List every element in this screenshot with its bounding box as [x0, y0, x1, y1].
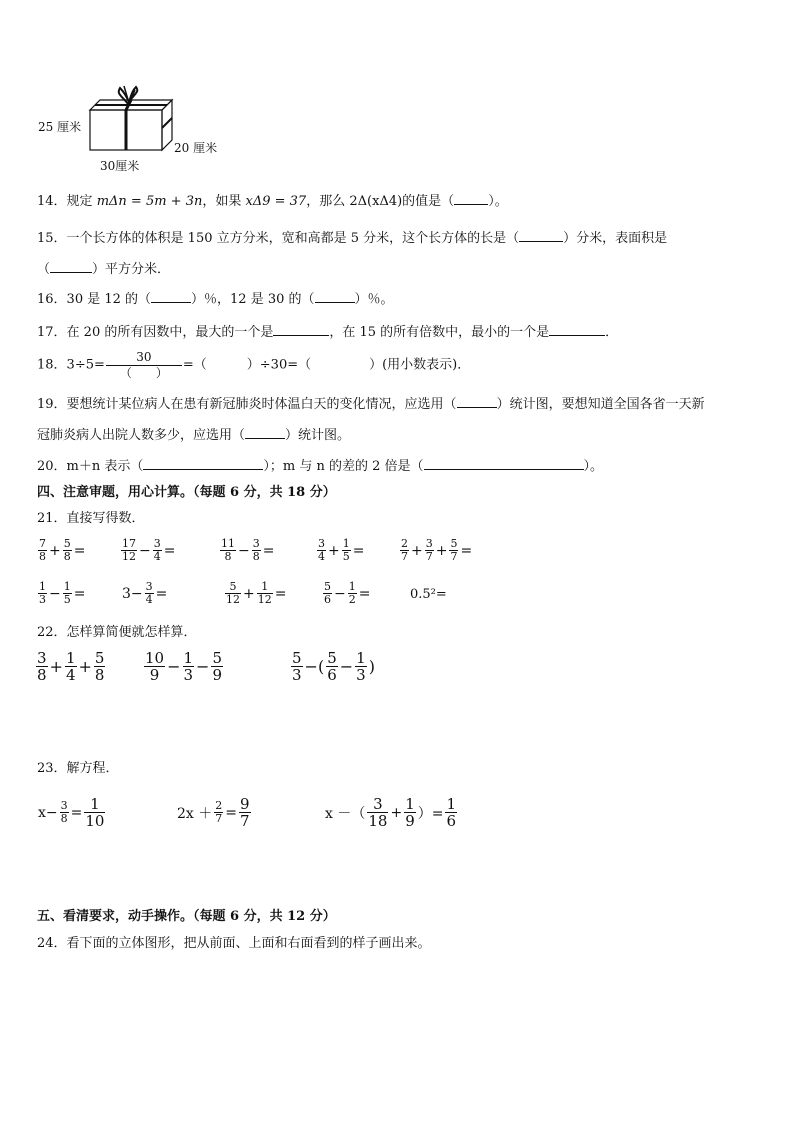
denominator: 6	[446, 812, 457, 830]
q18-number: 18．	[37, 357, 67, 373]
q21-row1-item1	[37, 538, 86, 563]
section-4-heading: 四、注意审题，用心计算。（每题 6 分，共 18 分）	[37, 485, 336, 500]
lead: x －（	[325, 805, 366, 822]
q15-number: 15．	[37, 231, 67, 246]
q18-a: 3÷5=	[66, 357, 105, 373]
denominator: 9	[405, 812, 415, 830]
numerator: 5	[94, 649, 105, 667]
denominator: 8	[220, 550, 236, 563]
denominator: 7	[240, 812, 250, 830]
question-14	[37, 192, 508, 211]
numerator: 1	[183, 649, 194, 667]
denominator: 4	[153, 550, 161, 563]
operator: −	[334, 585, 346, 602]
plus: +	[435, 542, 448, 559]
question-15-line2	[37, 260, 170, 279]
question-18	[37, 350, 470, 381]
q14-cond: xΔ9 = 37	[245, 194, 307, 209]
q17-blank-2[interactable]	[549, 323, 605, 336]
numerator: 3	[373, 795, 383, 813]
lead: x−	[38, 804, 58, 821]
numerator: 5	[327, 649, 337, 667]
denominator: 7	[425, 550, 433, 563]
numerator: 3	[318, 537, 325, 550]
numerator: 1	[405, 795, 415, 813]
q21-row2-item3	[224, 581, 287, 606]
fraction	[348, 581, 357, 606]
q19-blank-2[interactable]	[245, 426, 285, 439]
question-24: 24．看下面的立体图形，把从前面、上面和右面看到的样子画出来。	[37, 936, 431, 951]
q20-c: ）。	[583, 459, 604, 474]
fraction	[445, 796, 457, 829]
q23-eq3	[324, 796, 458, 829]
denominator: 7	[450, 550, 458, 563]
q21-row2-item1	[37, 581, 86, 606]
denominator: 12	[226, 593, 240, 606]
fraction	[323, 581, 332, 606]
q14-answer-blank[interactable]	[454, 192, 488, 205]
fraction	[220, 538, 236, 563]
fraction	[425, 538, 434, 563]
depth-label: 20 厘米	[174, 141, 218, 155]
equals: =	[73, 542, 86, 559]
numerator: 3	[145, 580, 153, 593]
numerator: 5	[229, 580, 237, 593]
denominator: 8	[252, 550, 260, 563]
equals: =	[352, 542, 365, 559]
numerator: 1	[446, 795, 457, 813]
q19-line1-a: 要想统计某位病人在患有新冠肺炎时体温白天的变化情况，应选用（	[66, 397, 457, 412]
q17-a: 在 20 的所有因数中，最大的一个是	[66, 325, 274, 340]
fraction	[63, 538, 72, 563]
q18-denominator[interactable]: （ ）	[106, 365, 182, 381]
numerator: 3	[252, 537, 260, 550]
fraction	[252, 538, 261, 563]
minus: −	[196, 657, 210, 676]
q18-numerator: 30	[136, 350, 152, 364]
q15-line2-start: （	[37, 262, 51, 277]
numerator: 2	[215, 799, 223, 812]
plus: +	[78, 657, 92, 676]
q20-number: 20．	[37, 459, 67, 474]
numerator: 5	[63, 537, 71, 550]
numerator: 3	[60, 799, 68, 812]
q21-row2-item4	[322, 581, 371, 606]
q14-rule: mΔn = 5m + 3n	[96, 194, 203, 209]
numerator: 2	[401, 537, 408, 550]
numerator: 1	[39, 580, 46, 593]
denominator: 6	[327, 666, 337, 684]
question-19	[37, 395, 705, 414]
q14-text-a: 规定	[66, 194, 93, 209]
q17-c: ．	[605, 325, 619, 340]
q14-number: 14．	[37, 194, 67, 209]
q15-blank-length[interactable]	[519, 229, 563, 242]
q18-c: ）÷30=（	[246, 357, 312, 373]
gift-box-figure	[36, 84, 236, 176]
denominator: 12	[122, 550, 136, 563]
numerator: 3	[153, 537, 161, 550]
numerator: 1	[348, 580, 356, 593]
denominator: 3	[292, 666, 302, 684]
q17-blank-1[interactable]	[273, 323, 329, 336]
denominator: 6	[324, 593, 331, 606]
denominator: 12	[257, 593, 272, 606]
fraction	[214, 800, 223, 825]
denominator: 5	[63, 593, 71, 606]
q21-title: 21．直接写得数．	[37, 511, 145, 526]
operator: −	[139, 542, 151, 559]
paren-close: )	[368, 657, 375, 676]
operator: −	[238, 542, 250, 559]
lead: 2x ＋	[177, 805, 213, 822]
fraction	[367, 796, 388, 829]
fraction	[326, 650, 338, 683]
fraction	[400, 538, 409, 563]
fraction	[65, 650, 77, 683]
denominator: 8	[60, 812, 68, 825]
plus: +	[390, 804, 403, 821]
equals: =	[274, 585, 287, 602]
plus: +	[411, 542, 423, 559]
equals: ）=	[417, 805, 444, 822]
length-label: 30厘米	[100, 159, 140, 173]
q21-row2-item5: 0.5²=	[410, 587, 447, 602]
q22-expr1	[35, 650, 106, 683]
fraction	[144, 650, 165, 683]
numerator: 1	[356, 649, 366, 667]
q14-text-e: ）。	[488, 194, 508, 209]
operator: +	[328, 542, 340, 559]
numerator: 11	[221, 537, 235, 550]
numerator: 9	[240, 795, 250, 813]
q21-row1-item4	[316, 538, 365, 563]
denominator: 3	[356, 666, 366, 684]
fraction	[317, 538, 326, 563]
fraction	[291, 650, 303, 683]
q21-row2-item2	[121, 581, 168, 606]
q14-expr: 2Δ(xΔ4)	[349, 194, 403, 209]
equals: =	[262, 542, 275, 559]
denominator: 3	[183, 666, 194, 684]
denominator: 7	[401, 550, 408, 563]
q19-blank-1[interactable]	[457, 395, 497, 408]
fraction	[38, 581, 47, 606]
question-20	[37, 457, 603, 476]
q17-number: 17．	[37, 325, 67, 340]
q20-a: m＋n 表示（	[66, 459, 144, 474]
equals: =	[163, 542, 176, 559]
fraction	[84, 796, 105, 829]
fraction	[153, 538, 162, 563]
q23-title: 23．解方程．	[37, 761, 119, 776]
q19-line1-b: ）统计图，要想知道全国各省一天新	[496, 397, 705, 412]
q20-b: ）；m 与 n 的差的 2 倍是（	[263, 459, 424, 474]
q19-number: 19．	[37, 397, 67, 412]
equals: =	[70, 804, 83, 821]
denominator: 8	[63, 550, 71, 563]
denominator: 3	[39, 593, 46, 606]
fraction	[60, 800, 69, 825]
numerator: 5	[212, 649, 222, 667]
denominator: 4	[65, 666, 76, 684]
numerator: 5	[450, 537, 458, 550]
operator: +	[243, 585, 255, 602]
equals: =	[155, 585, 168, 602]
q14-text-c: ，那么	[306, 194, 346, 209]
q23-eq1	[37, 796, 106, 829]
q17-b: ，在 15 的所有倍数中，最小的一个是	[329, 325, 550, 340]
question-15	[37, 229, 667, 248]
q15-line1-end: ）分米，表面积是	[563, 231, 668, 246]
denominator: 5	[342, 550, 350, 563]
denominator: 8	[39, 550, 46, 563]
q22-expr2	[143, 650, 224, 683]
q18-b: =（	[182, 357, 207, 373]
q16-number: 16．	[37, 292, 67, 307]
q22-expr3	[290, 650, 376, 683]
denominator: 4	[318, 550, 325, 563]
denominator: 9	[144, 666, 165, 683]
denominator: 10	[85, 812, 105, 830]
q16-blank-2[interactable]	[315, 290, 355, 303]
fraction	[355, 650, 367, 683]
q14-text-d: 的值是（	[402, 194, 455, 209]
q19-line2-b: ）统计图。	[285, 428, 351, 443]
fraction	[449, 538, 458, 563]
numerator: 1	[90, 795, 100, 813]
q20-blank-1[interactable]	[143, 457, 263, 470]
q22-title: 22．怎样算简便就怎样算．	[37, 625, 197, 640]
fraction	[38, 538, 47, 563]
fraction	[94, 650, 106, 683]
question-17	[37, 323, 618, 342]
question-19-line2	[37, 426, 350, 445]
minus: −(	[304, 657, 325, 676]
equals: =	[358, 585, 371, 602]
q18-fraction	[106, 350, 182, 381]
denominator: 7	[215, 812, 223, 825]
fraction	[36, 650, 48, 683]
denominator: 18	[368, 812, 388, 830]
q16-b: ）％，12 是 30 的（	[191, 292, 315, 307]
numerator: 1	[65, 649, 76, 667]
q20-blank-2[interactable]	[424, 457, 584, 470]
q21-row1-item2	[120, 538, 176, 563]
denominator: 8	[94, 666, 105, 684]
q21-row1-item3	[219, 538, 275, 563]
plus: +	[49, 657, 63, 676]
q19-line2-a: 冠肺炎病人出院人数多少，应选用（	[37, 428, 246, 443]
numerator: 17	[122, 537, 136, 550]
section-5-heading: 五、看清要求，动手操作。（每题 6 分，共 12 分）	[37, 909, 336, 924]
numerator: 1	[342, 537, 350, 550]
denominator: 8	[37, 666, 47, 684]
fraction	[63, 581, 72, 606]
lead: 3−	[122, 585, 143, 602]
q23-eq2	[176, 796, 252, 829]
fraction	[225, 581, 241, 606]
minus: −	[167, 657, 181, 676]
denominator: 9	[212, 666, 222, 684]
fraction	[257, 581, 273, 606]
fraction	[239, 796, 251, 829]
fraction	[211, 650, 223, 683]
fraction	[342, 538, 351, 563]
numerator: 3	[425, 537, 433, 550]
equals: =	[460, 542, 473, 559]
numerator: 5	[292, 649, 302, 667]
denominator: 4	[145, 593, 153, 606]
operator: +	[49, 542, 61, 559]
q21-row1-item5	[399, 538, 473, 563]
equals: =	[73, 585, 86, 602]
q15-blank-area[interactable]	[50, 260, 92, 273]
numerator: 3	[37, 649, 47, 667]
q18-d: ）(用小数表示)．	[369, 357, 471, 373]
q16-blank-1[interactable]	[151, 290, 191, 303]
numerator: 1	[63, 580, 71, 593]
numerator: 1	[261, 580, 269, 593]
fraction	[183, 650, 195, 683]
denominator: 2	[348, 593, 356, 606]
operator: −	[49, 585, 61, 602]
q15-line1: 一个长方体的体积是 150 立方分米，宽和高都是 5 分米，这个长方体的长是（	[66, 231, 520, 246]
minus: −	[339, 657, 354, 676]
question-16	[37, 290, 394, 309]
q16-a: 30 是 12 的（	[66, 292, 152, 307]
fraction	[404, 796, 416, 829]
q15-line2-end: ）平方分米．	[92, 262, 171, 277]
numerator: 7	[39, 537, 46, 550]
numerator: 5	[324, 580, 331, 593]
q14-text-b: ，如果	[202, 194, 242, 209]
fraction	[145, 581, 154, 606]
q16-c: ）％。	[354, 292, 394, 307]
equals: =	[225, 804, 237, 821]
numerator: 10	[145, 649, 165, 667]
fraction	[121, 538, 137, 563]
height-label: 25 厘米	[38, 120, 82, 134]
